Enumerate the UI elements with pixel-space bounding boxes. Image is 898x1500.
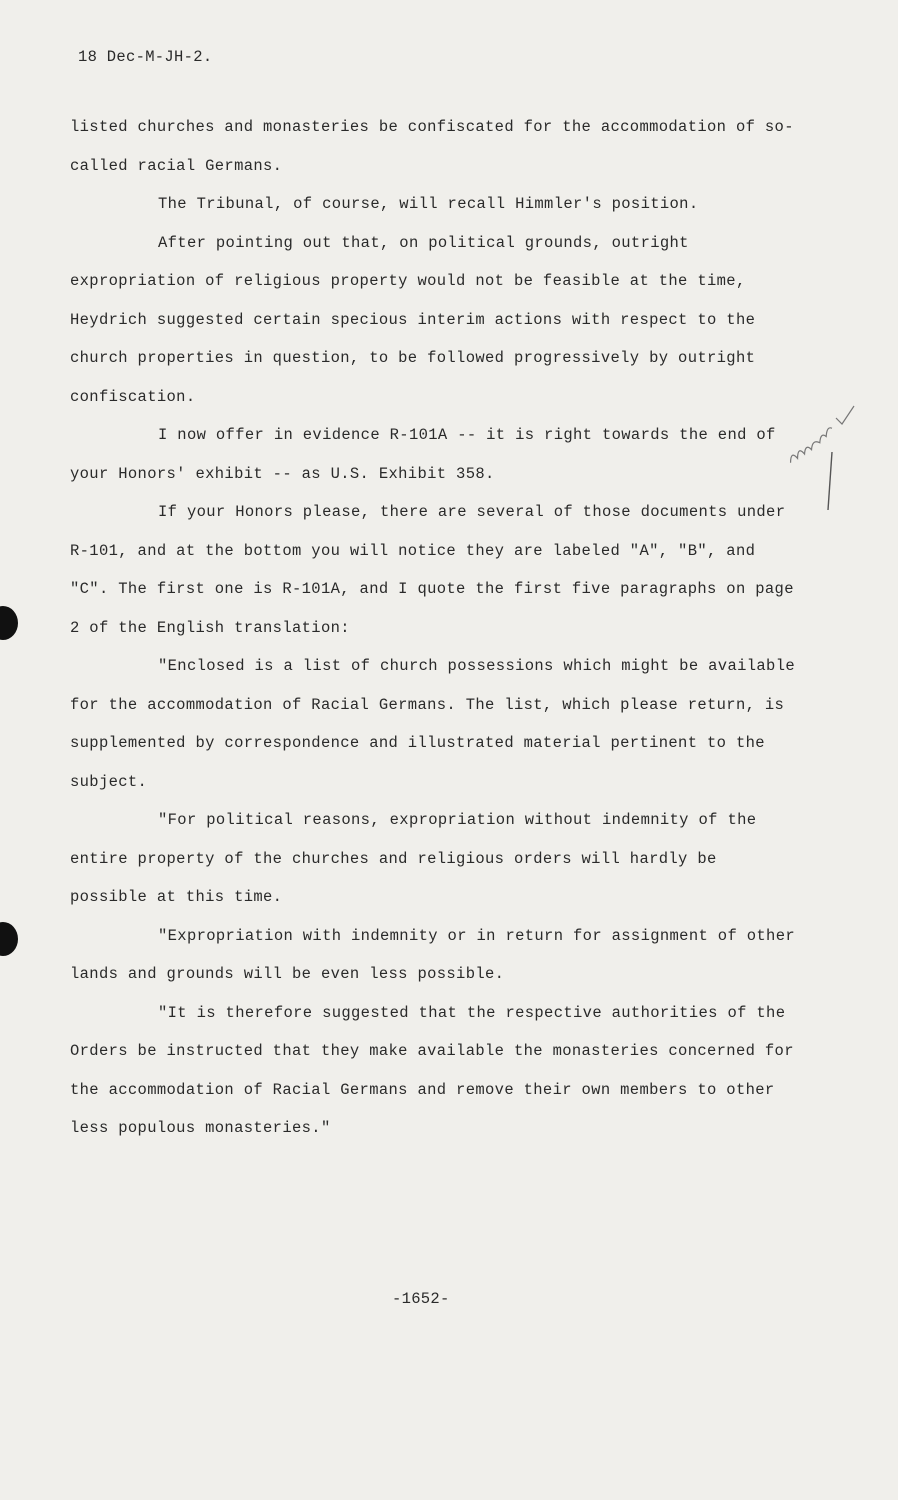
quoted-paragraph: "Expropriation with indemnity or in return for assignment of other lands and grounds will be even less possible. <box>70 926 795 983</box>
document-body <box>70 108 800 1148</box>
paragraph: If your Honors please, there are several of those documents under R-101, and at the bottom you will notice they are labeled "A", "B", and "C". The first one is R-101A, and I quote the first five paragraphs on page 2 of the English translation: <box>70 503 794 637</box>
paragraph: I now offer in evidence R-101A -- it is right towards the end of your Honors' exhibit -- as U.S. Exhibit 358. <box>70 426 776 483</box>
paragraph: listed churches and monasteries be confiscated for the accommodation of so-called racial Germans. <box>70 118 794 175</box>
document-reference: 18 Dec-M-JH-2. <box>78 48 213 66</box>
page-number: -1652- <box>392 1290 450 1308</box>
paragraph: After pointing out that, on political grounds, outright expropriation of religious property would not be feasible at the time, Heydrich suggested certain specious interim actions with respect to the church properties in question, to be followed progressively by outright confiscation. <box>70 233 756 406</box>
handwritten-annotation <box>776 404 856 514</box>
quoted-paragraph: "For political reasons, expropriation without indemnity of the entire property of the churches and religious orders will hardly be possible at this time. <box>70 811 757 906</box>
quoted-paragraph: "It is therefore suggested that the respective authorities of the Orders be instructed that they make available the monasteries concerned for the accommodation of Racial Germans and remove their own members to other less populous monasteries." <box>70 1003 794 1137</box>
paragraph: The Tribunal, of course, will recall Himmler's position. <box>158 195 699 213</box>
punch-hole <box>0 606 18 640</box>
punch-hole <box>0 922 18 956</box>
quoted-paragraph: "Enclosed is a list of church possessions which might be available for the accommodation of Racial Germans. The list, which please return, is supplemented by correspondence and illustrated material pertinent to the subject. <box>70 657 795 791</box>
